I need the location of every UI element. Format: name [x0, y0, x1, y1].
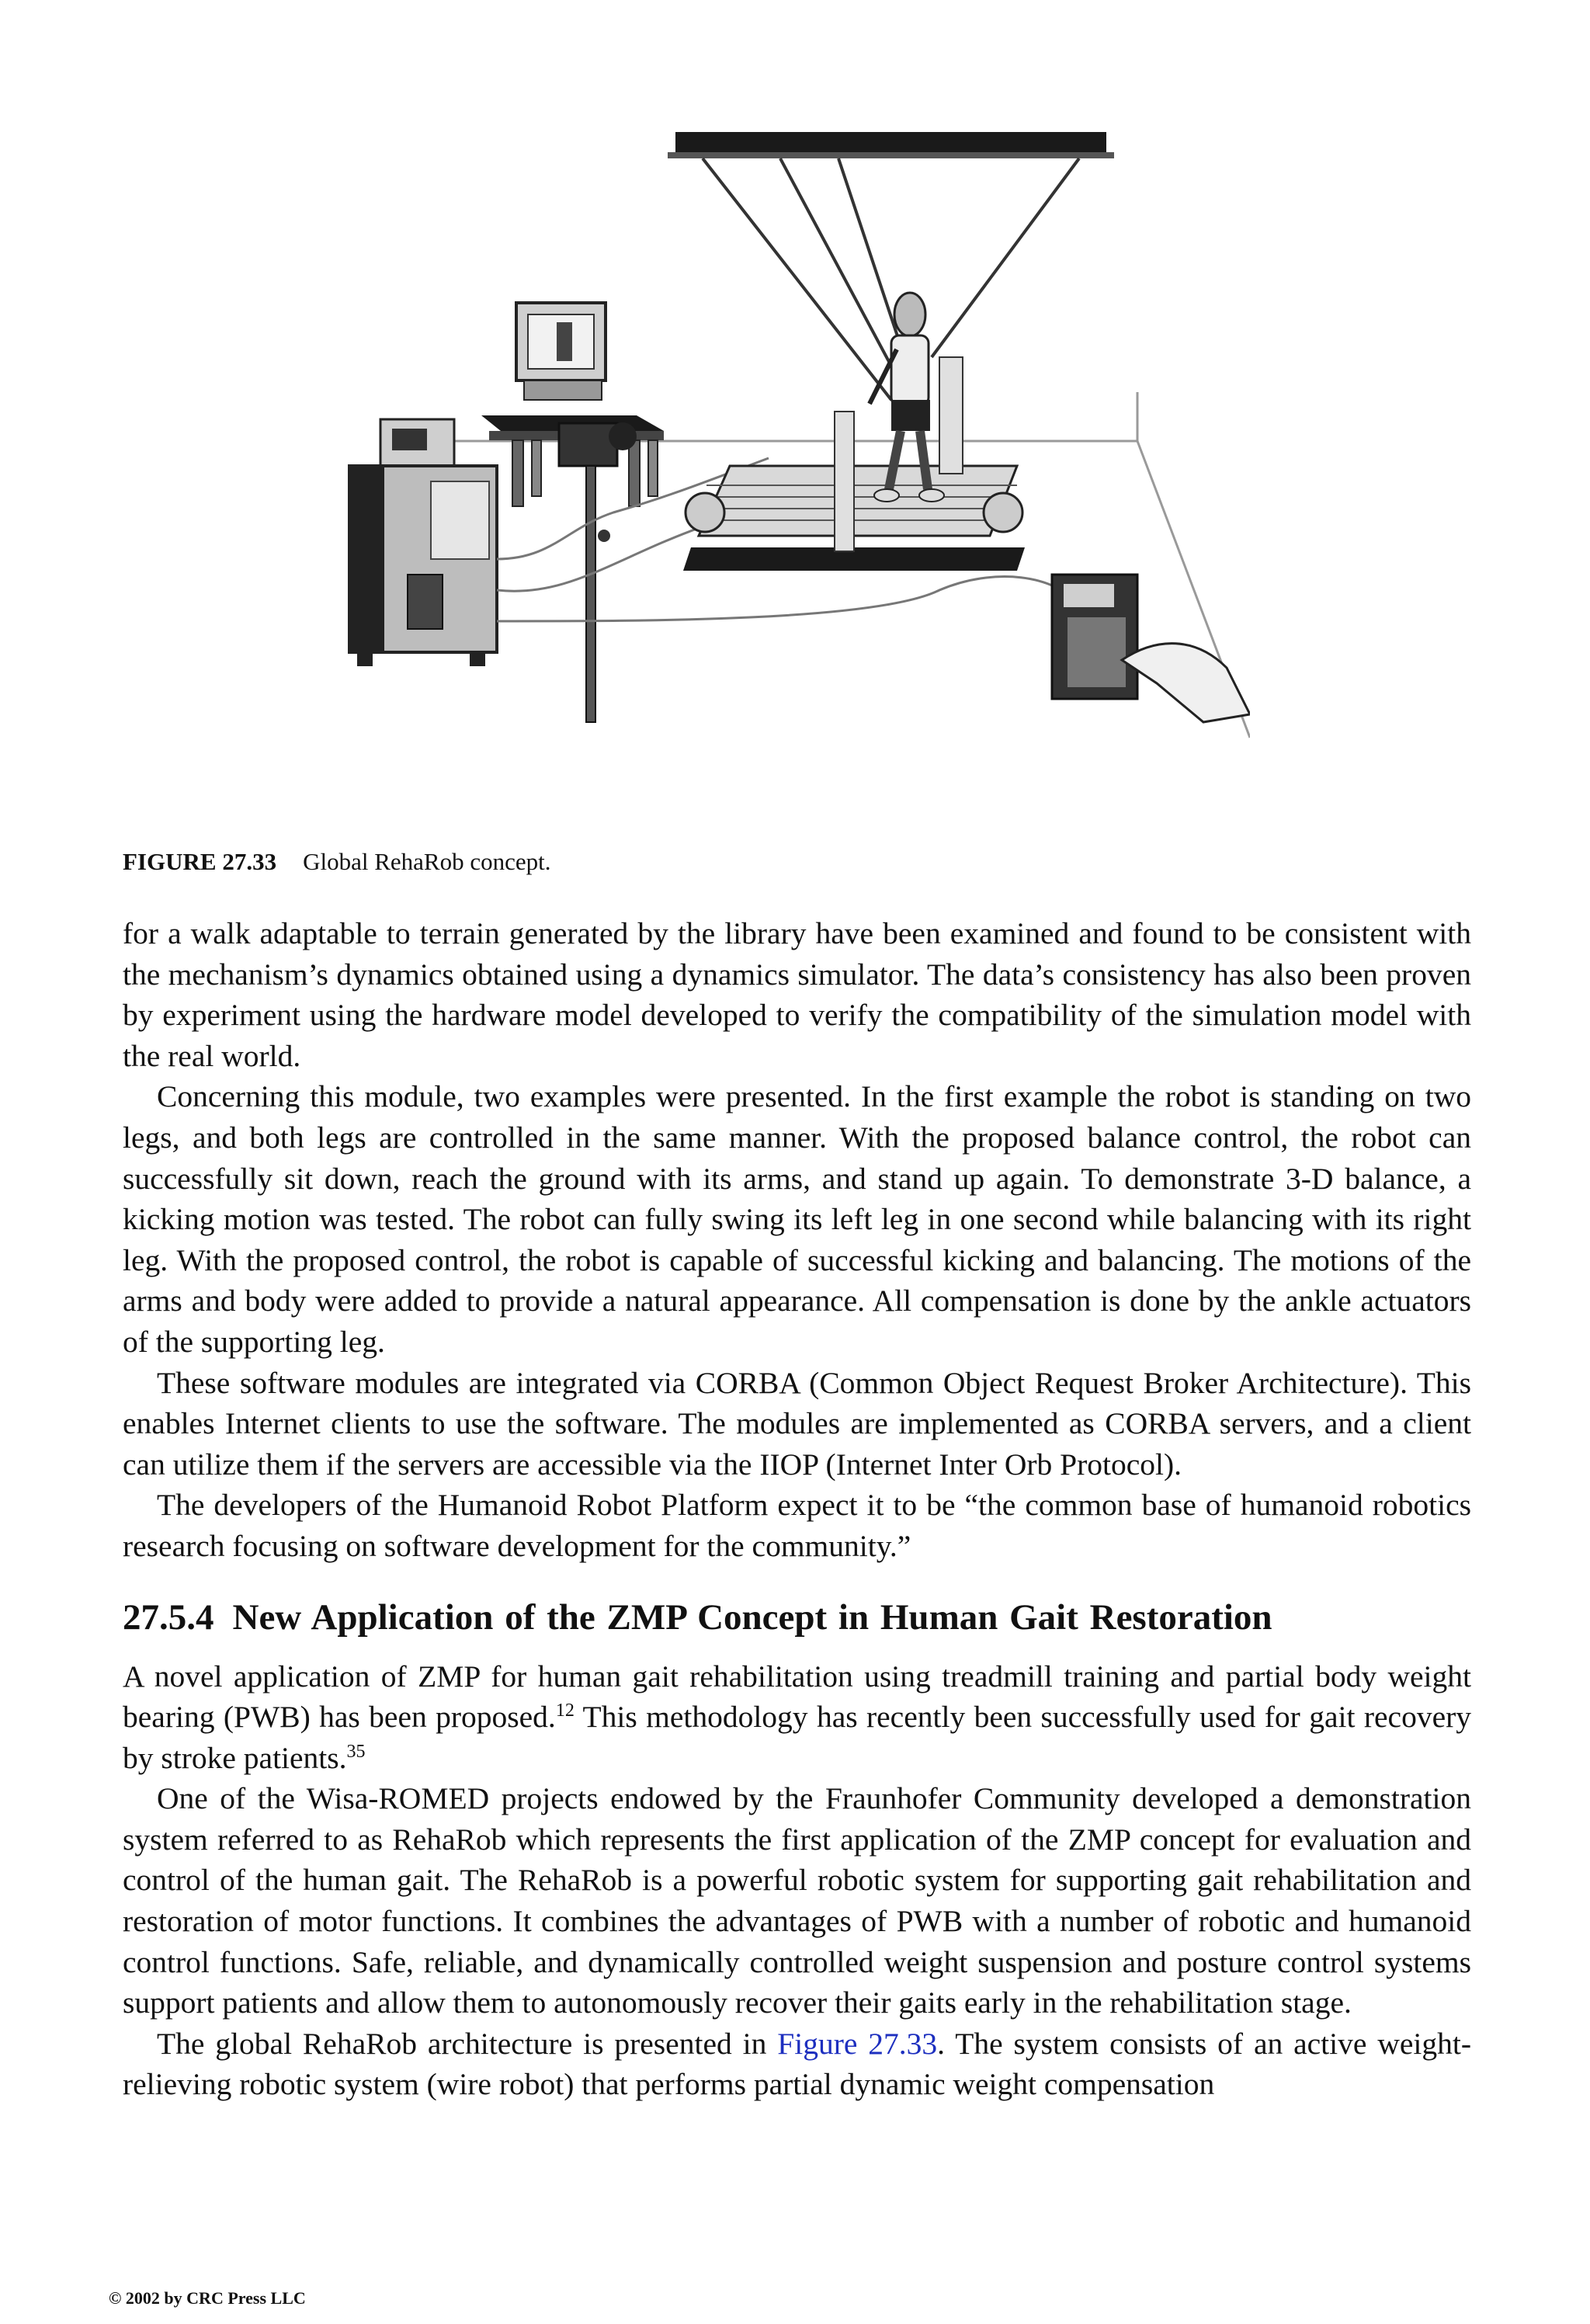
paragraph-architecture	[123, 2024, 1471, 2105]
ceiling-frame	[668, 132, 1114, 158]
figure-27-33-illustration	[334, 124, 1250, 823]
zmp-text-part1: A novel application of ZMP for human gait rehabilitation using treadmill training and partial body weight bearing (PWB) has been proposed.	[123, 1659, 1471, 1735]
computer-desk	[481, 303, 664, 506]
treadmill	[683, 357, 1025, 571]
paragraph-corba: These software modules are integrated via CORBA (Common Object Request Broker Architecture). This enables Internet clients to use the software. The modules are implemented as CORBA servers, and a client can utilize them if the servers are accessible via the IIOP (Internet Inter Orb Protocol).	[123, 1365, 1471, 1482]
reference-12[interactable]: 12	[555, 1700, 575, 1721]
reference-35[interactable]: 35	[346, 1741, 366, 1762]
paragraph-wisa-romed: One of the Wisa-ROMED projects endowed by the Fraunhofer Community developed a demonstration system referred to as RehaRob which represents the first application of the ZMP concept for evaluation and control of the human gait. The RehaRob is a powerful robotic system for supporting gait rehabilitation and restoration of motor functions. It combines the advantages of PWB with a number of robotic and humanoid control functions. Safe, reliable, and dynamically controlled weight suspension and posture control systems support patients and allow them to autonomously recover their gaits early in the rehabilitation stage.	[123, 1781, 1471, 2020]
architecture-text-before: The global RehaRob architecture is presented in	[157, 2026, 778, 2061]
figure-caption-text: Global RehaRob concept.	[303, 848, 551, 875]
architecture-text-after: . The system consists of an active weight-relieving robotic system (wire robot) that performs partial dynamic weight compensation	[123, 2026, 1471, 2102]
paragraph-balance-control: Concerning this module, two examples were presented. In the first example the robot is standing on two legs, and both legs are controlled in the same manner. With the proposed balance control, the robot can successfully sit down, reach the ground with its arms, and stand up again. To demonstrate 3-D balance, a kicking motion was tested. The robot can fully swing its left leg in one second while balancing with its right leg. With the proposed control, the robot is capable of successful kicking and balancing. The motions of the arms and body were added to provide a natural appearance. All compensation is done by the ankle actuators of the supporting leg.	[123, 1079, 1471, 1359]
paragraph-continuation: for a walk adaptable to terrain generated by the library have been examined and found to be consistent with the mechanism’s dynamics obtained using a dynamics simulator. The data’s consistency has also been proven by experiment using the hardware model developed to verify the compatibility of the simulation model with the real world.	[123, 916, 1471, 1073]
figure-label: FIGURE 27.33	[123, 848, 277, 875]
handheld-controller	[1052, 575, 1250, 722]
figure-link[interactable]: Figure 27.33	[777, 2026, 938, 2061]
figure-caption	[123, 846, 550, 877]
section-heading	[123, 1593, 1471, 1642]
body-text	[123, 913, 1471, 2105]
section-title: New Application of the ZMP Concept in Human Gait Restoration	[232, 1596, 1272, 1638]
paragraph-zmp-application	[123, 1656, 1471, 1779]
section-number: 27.5.4	[123, 1596, 214, 1638]
zmp-text-part2: This methodology has recently been successfully used for gait recovery by stroke patients.	[123, 1700, 1471, 1775]
paragraph-platform-expectation: The developers of the Humanoid Robot Platform expect it to be “the common base of humanoid robotics research focusing on software development for the community.”	[123, 1488, 1471, 1563]
copyright-footer: © 2002 by CRC Press LLC	[109, 2288, 306, 2308]
control-cabinet	[349, 419, 497, 666]
